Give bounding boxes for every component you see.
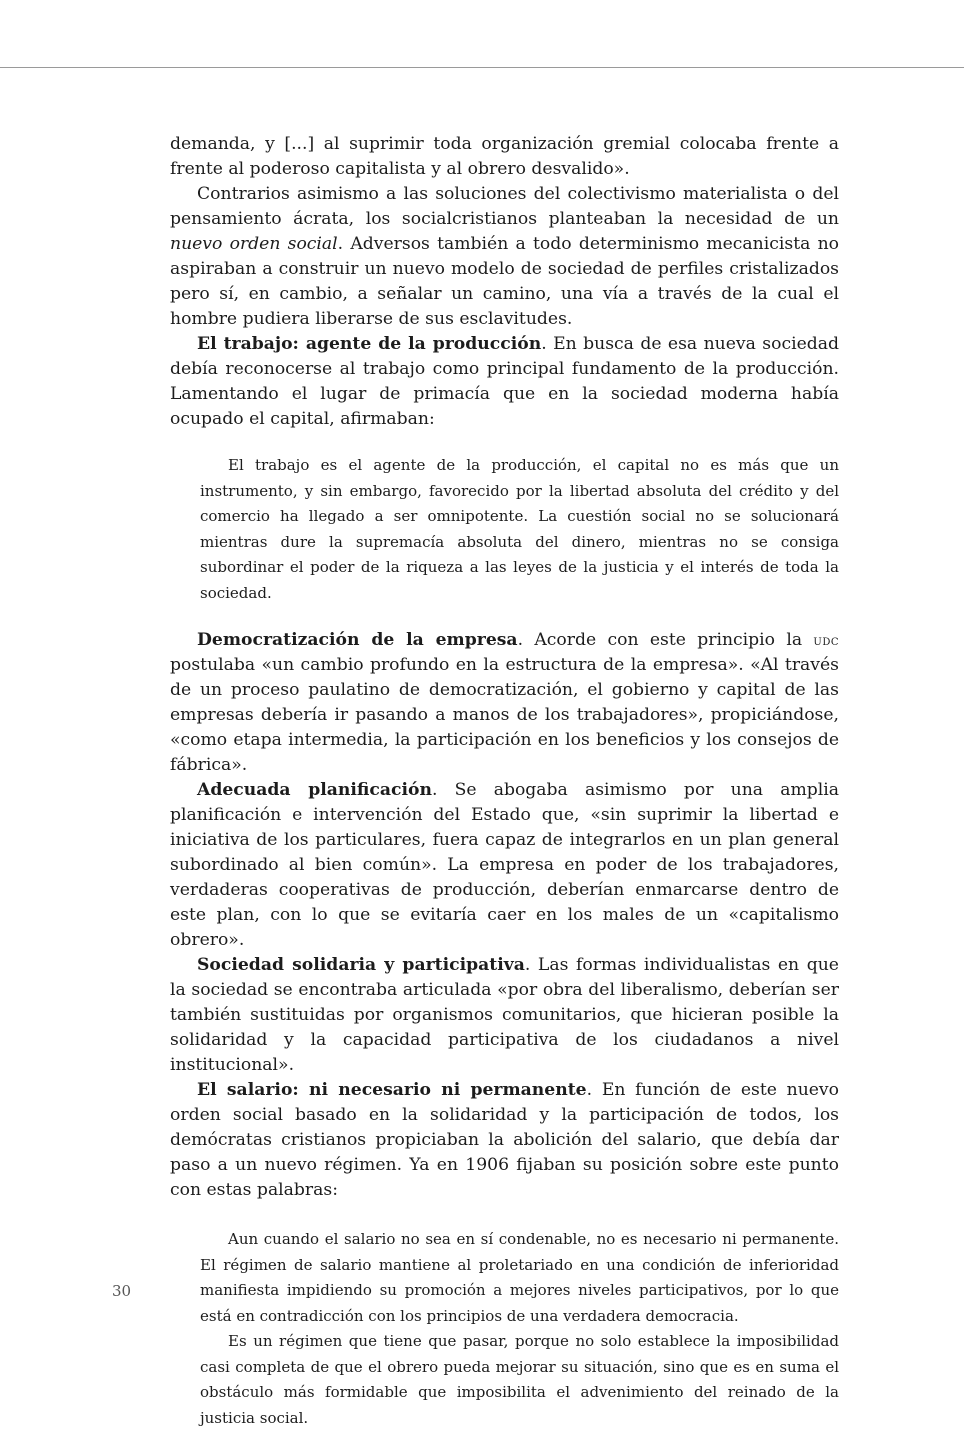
block-quote-trabajo (200, 453, 839, 606)
paragraph-text: postulaba «un cambio profundo en la estructura de la empresa». «Al través de un proceso paulatino de democratización, el gobierno y capital de las empresas debería ir pasando a manos de los trabajadores», propiciándose, «como etapa intermedia, la participación en los beneficios y los consejos de fábrica». (170, 655, 839, 775)
header-rule (0, 67, 964, 68)
section-heading: El salario: ni necesario ni permanente (197, 1080, 587, 1100)
paragraph-planificacion (170, 778, 839, 953)
page-number: 30 (112, 1282, 132, 1300)
paragraph-text: Contrarios asimismo a las soluciones del colectivismo materialista o del pensamiento ácrata, los socialcristianos planteaban la necesidad de un (170, 184, 839, 229)
quote-text: El trabajo es el agente de la producción, el capital no es más que un instrumento, y sin embargo, favorecido por la libertad absoluta del crédito y del comercio ha llegado a ser omnipotente. La cuestión social no se solucionará mientras dure la supremacía absoluta del dinero, mientras no se consiga subordinar el poder de la riqueza a las leyes de la justicia y el interés de toda la sociedad. (200, 456, 839, 602)
paragraph-democratizacion (170, 628, 839, 778)
paragraph-text: . Adversos también a todo determinismo mecanicista no aspiraban a construir un nuevo modelo de sociedad de perfiles cristalizados pero sí, en cambio, a señalar un camino, una vía a través de la cual el hombre pudiera liberarse de sus esclavitudes. (170, 234, 839, 329)
section-heading: Sociedad solidaria y participativa (197, 955, 525, 975)
paragraph-sociedad (170, 953, 839, 1078)
paragraph-salario (170, 1078, 839, 1203)
paragraph-text: . En busca de esa nueva sociedad debía reconocerse al trabajo como principal fundamento de la producción. Lamentando el lugar de primacía que en la sociedad moderna había ocupado el capital, afirmaban: (170, 334, 839, 429)
paragraph-continuation: demanda, y [...] al suprimir toda organización gremial colocaba frente a frente al poderoso capitalista y al obrero desvalido». (170, 134, 839, 179)
section-heading: Democratización de la empresa (197, 630, 518, 650)
page-body (170, 132, 839, 1453)
paragraph-trabajo (170, 332, 839, 432)
quote-text: Es un régimen que tiene que pasar, porque no solo establece la imposibilidad casi completa de que el obrero pueda mejorar su situación, sino que es en suma el obstáculo más formidable que imposibilita el advenimiento del reinado de la justicia social. (200, 1332, 839, 1427)
paragraph-nuevo-orden-social (170, 182, 839, 332)
section-heading: El trabajo: agente de la producción (197, 334, 542, 354)
paragraph-text: . Las formas individualistas en que la sociedad se encontraba articulada «por obra del liberalismo, deberían ser también sustituidas por organismos comunitarios, que hicieran posible la solidaridad y la capacidad participativa de los ciudadanos a nivel institucional». (170, 955, 839, 1075)
paragraph-text: . Acorde con este principio la (517, 630, 814, 650)
paragraph-text: . Se abogaba asimismo por una amplia planificación e intervención del Estado que, «sin suprimir la libertad e iniciativa de los particulares, fuera capaz de integrarlos en un plan general subordinado al bien común». La empresa en poder de los trabajadores, verdaderas cooperativas de producción, deberían enmarcarse dentro de este plan, con lo que se evitaría caer en los males de un «capitalismo obrero». (170, 780, 839, 950)
abbreviation-udc: udc (813, 632, 839, 649)
italic-term: nuevo orden social (170, 234, 338, 254)
section-heading: Adecuada planificación (197, 780, 432, 800)
quote-text: Aun cuando el salario no sea en sí condenable, no es necesario ni permanente. El régimen de salario mantiene al proletariado en una condición de inferioridad manifiesta impidiendo su promoción a mejores niveles participativos, por lo que está en contradicción con los principios de una verdadera democracia. (200, 1230, 839, 1325)
paragraph-text: . En función de este nuevo orden social basado en la solidaridad y la participación de todos, los demócratas cristianos propiciaban la abolición del salario, que debía dar paso a un nuevo régimen. Ya en 1906 fijaban su posición sobre este punto con estas palabras: (170, 1080, 839, 1200)
block-quote-salario (200, 1227, 839, 1431)
